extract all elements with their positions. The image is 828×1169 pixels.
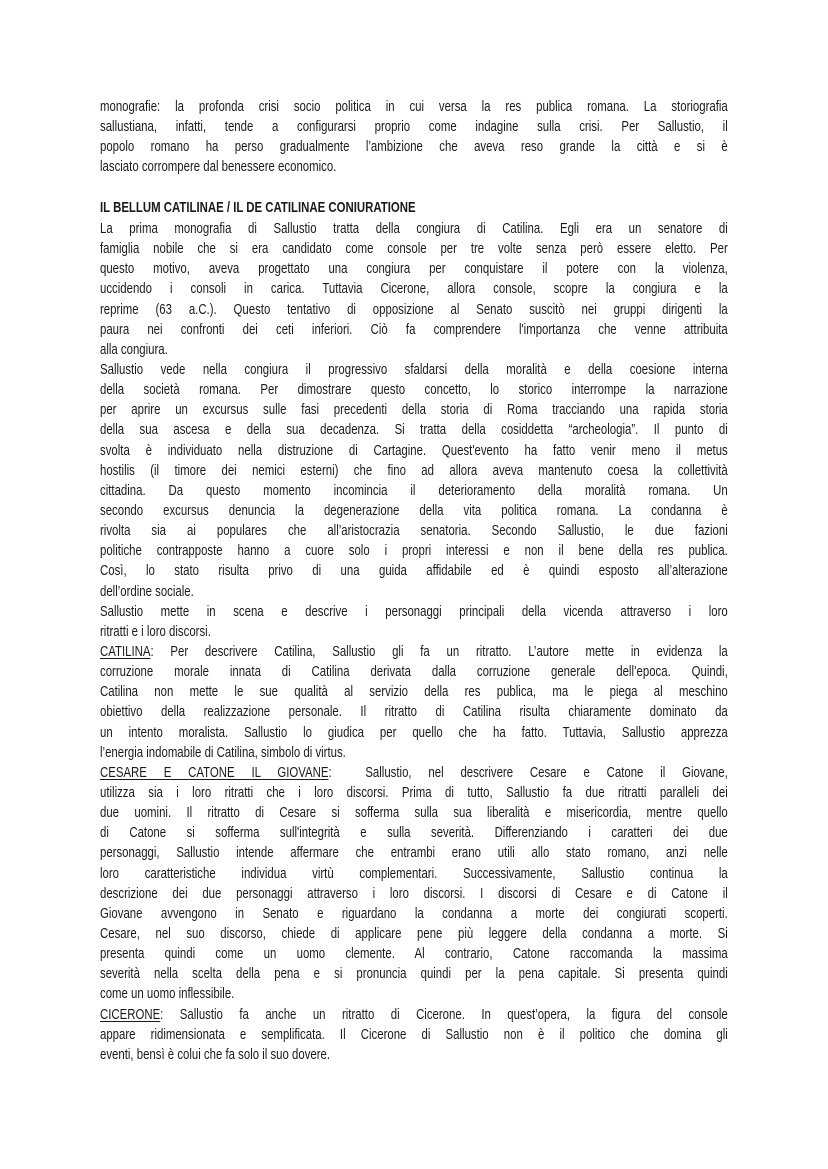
paragraph-cesare-e-catone-il-giovane — [100, 763, 728, 1005]
text-line: monografie: la profonda crisi socio politica in cui versa la res publica romana. La storiografia — [100, 98, 728, 115]
paragraph-cicerone — [100, 1005, 728, 1065]
person-label: CICERONE — [100, 1005, 161, 1023]
paragraph — [100, 602, 728, 642]
text-line — [100, 1005, 728, 1025]
paragraph-gap — [100, 178, 728, 199]
text-line: Giovane avvengono in Senato e riguardano la condanna a morte dei congiurati scoperti. — [100, 904, 728, 922]
text-line: un intento moralista. Sallustio lo giudica per quello che ha fatto. Tuttavia, Sallustio apprezza — [100, 723, 728, 741]
text-line: Sallustio mette in scena e descrive i personaggi principali della vicenda attraverso i loro — [100, 602, 728, 620]
text-line: l’energia indomabile di Catilina, simbolo di virtus. — [100, 743, 346, 761]
paragraph — [100, 219, 728, 360]
text-line: Catilina non mette le sue qualità al servizio della res publica, ma le piega al meschino — [100, 683, 728, 701]
text-line: di Catone si sofferma sull'integrità e sulla severità. Differenziando i caratteri dei due — [100, 824, 728, 842]
text-line: eventi, bensì è colui che fa solo il suo dovere. — [100, 1045, 331, 1063]
text-line: descrizione dei due personaggi attraverso i loro discorsi. I discorsi di Cesare e di Catone il — [100, 884, 728, 902]
text-line: della società romana. Per dimostrare questo concetto, lo storico interrompe la narrazione — [100, 381, 728, 399]
text-line: come un uomo inflessibile. — [100, 985, 235, 1003]
text-line: svolta è individuato nella distruzione di Cartagine. Quest'evento ha fatto venir meno il metus — [100, 441, 728, 459]
text-line: politiche contrapposte hanno a cuore solo i propri interessi e non il bene della res publica. — [100, 542, 728, 560]
text-line: presenta quindi come un uomo clemente. Al contrario, Catone raccomanda la massima — [100, 945, 728, 963]
text-line: lasciato corrompere dal benessere economico. — [100, 158, 337, 176]
text-line: appare ridimensionata e semplificata. Il Cicerone di Sallustio non è il politico che domina gli — [100, 1025, 728, 1043]
text-line: popolo romano ha perso gradualmente l’ambizione che aveva reso grande la città e si è — [100, 138, 728, 156]
text-line — [100, 763, 728, 783]
text-line-rest: : Sallustio, nel descrivere Cesare e Catone il Giovane, — [328, 763, 728, 781]
document-page — [100, 97, 728, 1065]
text-line: sallustiana, infatti, tende a configurarsi proprio come indagine sulla crisi. Per Sallustio, il — [100, 118, 728, 136]
text-line: della sua ascesa e della sua decadenza. Si tratta della cosiddetta “archeologia”. Il punto di — [100, 421, 728, 439]
text-line: secondo excursus denuncia la degenerazione della vita politica romana. La condanna è — [100, 502, 728, 520]
text-line: severità nella scelta della pena e si pronuncia quindi per la pena capitale. Si presenta quindi — [100, 965, 728, 983]
text-line: obiettivo della realizzazione personale. Il ritratto di Catilina risulta chiaramente dominato da — [100, 703, 728, 721]
text-line: Sallustio vede nella congiura il progressivo sfaldarsi della moralità e della coesione interna — [100, 361, 728, 379]
person-label: CESARE E CATONE IL GIOVANE — [100, 763, 329, 781]
text-line: per aprire un excursus sulle fasi precedenti della storia di Roma tracciando una rapida storia — [100, 401, 728, 419]
text-line: Così, lo stato risulta privo di una guida affidabile ed è quindi esposto all’alterazione — [100, 562, 728, 580]
text-line: questo motivo, aveva progettato una congiura per conquistare il potere con la violenza, — [100, 260, 728, 278]
text-line: loro caratteristiche individua virtù complementari. Successivamente, Sallustio continua la — [100, 864, 728, 882]
text-line — [100, 642, 728, 662]
intro-paragraph — [100, 97, 728, 178]
paragraph-catilina — [100, 642, 728, 763]
text-line-rest: : Per descrivere Catilina, Sallustio gli fa un ritratto. L’autore mette in evidenza la — [150, 643, 728, 661]
paragraph — [100, 360, 728, 602]
text-line-rest: : Sallustio fa anche un ritratto di Cicerone. In quest’opera, la figura del console — [160, 1005, 728, 1023]
text-line: uccidendo i consoli in carica. Tuttavia Cicerone, allora console, scopre la congiura e la — [100, 280, 728, 298]
text-line: hostilis (il timore dei nemici esterni) che fino ad allora aveva mantenuto coesa la collettività — [100, 461, 728, 479]
text-line: reprime (63 a.C.). Questo tentativo di opposizione al Senato suscitò nei gruppi dirigenti la — [100, 300, 728, 318]
text-line: famiglia nobile che si era candidato come console per tre volte senza però essere eletto. Per — [100, 240, 728, 258]
text-line: dell’ordine sociale. — [100, 582, 194, 600]
text-line: utilizza sia i loro ritratti che i loro discorsi. Prima di tutto, Sallustio fa due ritratti paralleli dei — [100, 784, 728, 801]
text-line: due uomini. Il ritratto di Cesare si sofferma sulla sua liberalità e misericordia, mentre quello — [100, 804, 728, 822]
text-line: rivolta sia ai populares che all’aristocrazia senatoria. Secondo Sallustio, le due fazioni — [100, 522, 728, 540]
text-line: personaggi, Sallustio intende affermare che entrambi erano utili allo stato romano, anzi nelle — [100, 844, 728, 862]
person-label: CATILINA — [100, 643, 151, 661]
text-line: cittadina. Da questo momento incomincia il deterioramento della moralità romana. Un — [100, 481, 728, 499]
text-line: ritratti e i loro discorsi. — [100, 622, 211, 640]
text-line: alla congiura. — [100, 340, 168, 358]
section-heading: IL BELLUM CATILINAE / IL DE CATILINAE CONIURATIONE — [100, 199, 416, 217]
text-line: corruzione morale innata di Catilina derivata dalla corruzione generale dell’epoca. Quindi, — [100, 663, 728, 681]
text-line: La prima monografia di Sallustio tratta della congiura di Catilina. Egli era un senatore di — [100, 220, 728, 238]
text-line: paura nei confronti dei ceti inferiori. Ciò fa comprendere l'importanza che venne attribuita — [100, 320, 728, 338]
text-line: Cesare, nel suo discorso, chiede di applicare pene più leggere della condanna a morte. Si — [100, 924, 728, 942]
section-body — [100, 219, 728, 1065]
